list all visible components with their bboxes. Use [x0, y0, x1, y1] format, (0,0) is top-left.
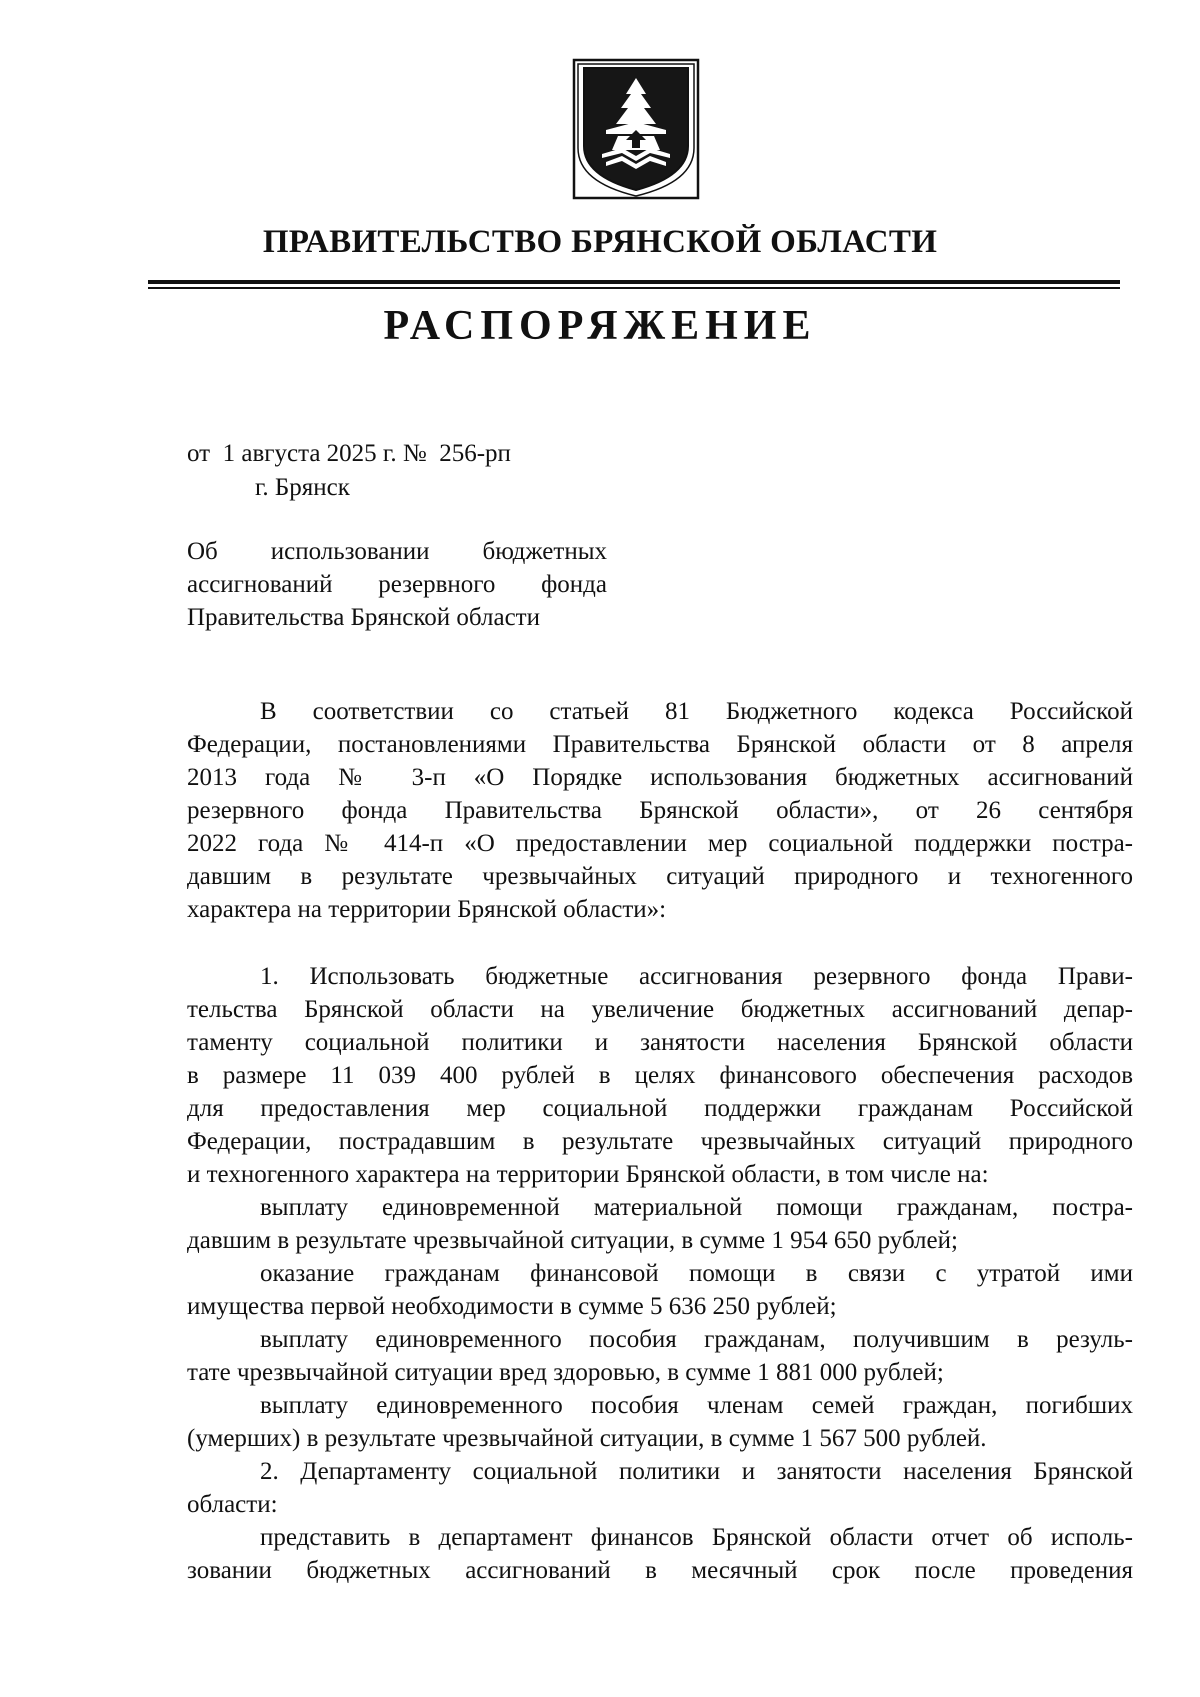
header-rule-thick [148, 280, 1120, 284]
document-body [187, 695, 1133, 1587]
text-line: Федерации, постановлениями Правительства Брянской области от 8 апреля [187, 731, 1133, 758]
coat-of-arms-emblem [572, 58, 700, 200]
text-line: таменту социальной политики и занятости населения Брянской области [187, 1029, 1133, 1056]
text-line: выплату единовременного пособия гражданам, получившим в резуль- [260, 1326, 1133, 1353]
text-line: давшим в результате чрезвычайной ситуации, в сумме 1 954 650 рублей; [187, 1227, 958, 1254]
text-line: в размере 11 039 400 рублей в целях финансового обеспечения расходов [187, 1062, 1133, 1089]
text-line: Федерации, пострадавшим в результате чрезвычайных ситуаций природного [187, 1128, 1133, 1155]
text-line: области: [187, 1491, 278, 1518]
text-line: и техногенного характера на территории Брянской области, в том числе на: [187, 1161, 989, 1188]
text-line: 2022 года № 414-п «О предоставлении мер социальной поддержки постра- [187, 830, 1133, 857]
document-type-title: РАСПОРЯЖЕНИЕ [383, 303, 817, 349]
text-line: выплату единовременной материальной помощи гражданам, постра- [260, 1194, 1133, 1221]
date-prefix: от [187, 440, 211, 467]
number-sign: № [402, 440, 427, 467]
document-subject [187, 535, 607, 634]
text-line: резервного фонда Правительства Брянской области», от 26 сентября [187, 797, 1133, 824]
text-line: 1. Использовать бюджетные ассигнования резервного фонда Прави- [260, 963, 1133, 990]
item-1-subitem-4 [187, 1389, 1133, 1455]
text-line: оказание гражданам финансовой помощи в связи с утратой ими [260, 1260, 1133, 1287]
subject-line: ассигнований резервного фонда [187, 571, 607, 598]
subject-line: Правительства Брянской области [187, 604, 540, 631]
item-1-paragraph [187, 960, 1133, 1191]
text-line: зовании бюджетных ассигнований в месячный срок после проведения [187, 1557, 1133, 1584]
item-2-paragraph [187, 1455, 1133, 1521]
text-line: имущества первой необходимости в сумме 5 636 250 рублей; [187, 1293, 837, 1320]
text-line: В соответствии со статьей 81 Бюджетного кодекса Российской [260, 698, 1133, 725]
header-rule-thin [148, 287, 1120, 289]
document-date-number [187, 440, 511, 468]
document-date: 1 августа 2025 г. [222, 440, 397, 467]
subject-line: Об использовании бюджетных [187, 538, 607, 565]
text-line: тате чрезвычайной ситуации вред здоровью, в сумме 1 881 000 рублей; [187, 1359, 944, 1386]
document-number: 256-рп [439, 440, 511, 467]
text-line: давшим в результате чрезвычайных ситуаций природного и техногенного [187, 863, 1133, 890]
government-title: ПРАВИТЕЛЬСТВО БРЯНСКОЙ ОБЛАСТИ [262, 224, 938, 260]
document-city: г. Брянск [255, 474, 350, 501]
item-2-subitem-1 [187, 1521, 1133, 1587]
text-line: характера на территории Брянской области»: [187, 896, 667, 923]
item-1-subitem-3 [187, 1323, 1133, 1389]
text-line: 2. Департаменту социальной политики и занятости населения Брянской [260, 1458, 1133, 1485]
text-line: представить в департамент финансов Брянской области отчет об исполь- [260, 1524, 1133, 1551]
text-line: (умерших) в результате чрезвычайной ситуации, в сумме 1 567 500 рублей. [187, 1425, 987, 1452]
item-1-subitem-2 [187, 1257, 1133, 1323]
text-line: 2013 года № 3-п «О Порядке использования бюджетных ассигнований [187, 764, 1133, 791]
preamble-paragraph [187, 695, 1133, 926]
item-1-subitem-1 [187, 1191, 1133, 1257]
text-line: выплату единовременного пособия членам семей граждан, погибших [260, 1392, 1133, 1419]
text-line: тельства Брянской области на увеличение бюджетных ассигнований депар- [187, 996, 1133, 1023]
text-line: для предоставления мер социальной поддержки гражданам Российской [187, 1095, 1133, 1122]
